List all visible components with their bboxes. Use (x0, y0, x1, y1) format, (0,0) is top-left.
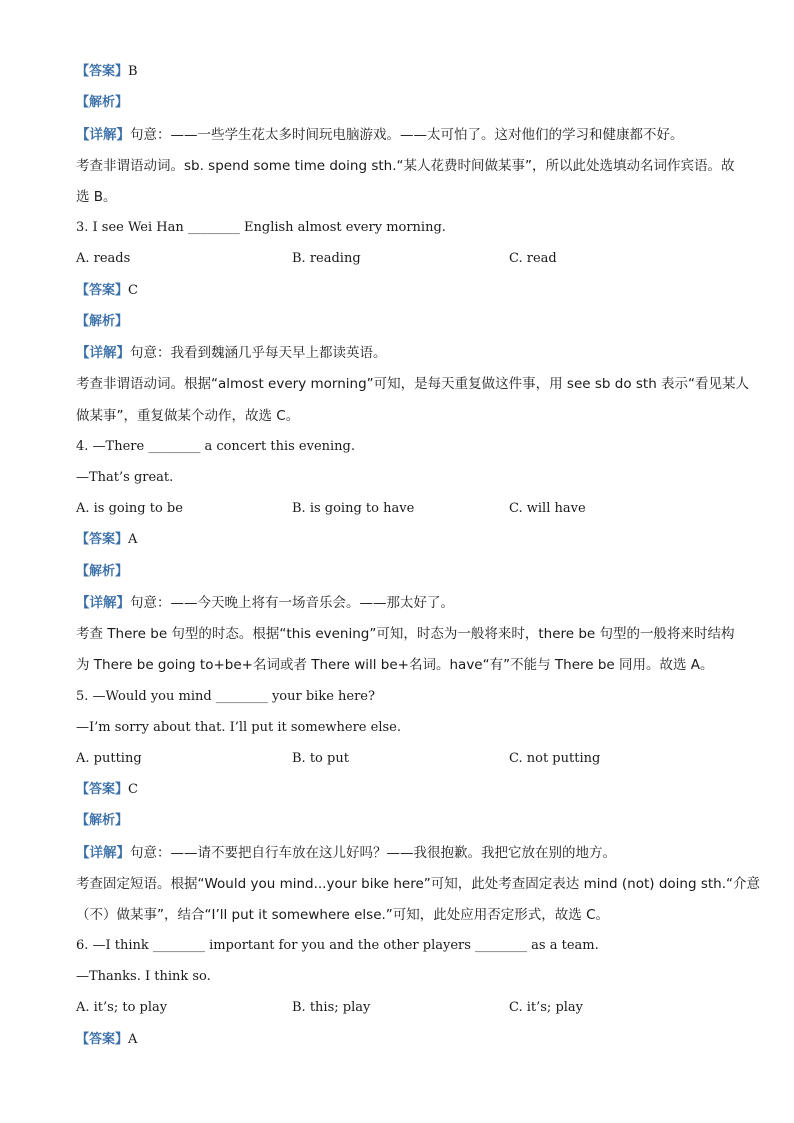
answer-value: C (128, 782, 138, 797)
detail-tag: 【详解】 (76, 845, 130, 861)
q6-option-b: B. this; play (292, 1000, 371, 1015)
q6-option-a: A. it’s; to play (76, 1000, 168, 1015)
q2-answer-line (76, 64, 138, 80)
q5-detail-line (76, 845, 616, 861)
detail-text: 句意：——今天晚上将有一场音乐会。——那太好了。 (130, 595, 454, 611)
detail-text: 句意：——一些学生花太多时间玩电脑游戏。——太可怕了。这对他们的学习和健康都不好。 (130, 127, 684, 143)
q3-explain-line-2: 做某事”，重复做某个动作，故选 C。 (76, 408, 300, 424)
q6-answer-line (76, 1032, 137, 1048)
q5-option-c: C. not putting (509, 751, 601, 766)
q4-question: 4. —There ________ a concert this evening. (76, 439, 355, 454)
q5-explain-line-2: （不）做某事”，结合“I’ll put it somewhere else.”可知，此处应用否定形式，故选 C。 (76, 907, 609, 923)
answer-value: A (128, 1032, 138, 1047)
q3-option-b: B. reading (292, 251, 361, 266)
q5-explain-line-1: 考查固定短语。根据“Would you mind...your bike here”可知，此处考查固定表达 mind (not) doing sth.“介意 (76, 876, 760, 892)
q4-option-a: A. is going to be (76, 501, 183, 516)
q3-detail-line (76, 345, 387, 361)
analysis-tag: 【解析】 (76, 813, 129, 828)
q2-detail-line (76, 127, 684, 143)
q4-explain-line-2: 为 There be going to+be+名词或者 There will be+名词。have“有”不能与 There be 同用。故选 A。 (76, 657, 714, 673)
analysis-tag: 【解析】 (76, 95, 129, 110)
q4-option-b: B. is going to have (292, 501, 415, 516)
answer-value: A (128, 532, 138, 547)
q4-analysis-line (76, 564, 128, 580)
q4-option-c: C. will have (509, 501, 586, 516)
q3-option-c: C. read (509, 251, 557, 266)
q4-explain-line-1: 考查 There be 句型的时态。根据“this evening”可知，时态为一般将来时，there be 句型的一般将来时结构 (76, 626, 735, 642)
answer-value: B (128, 64, 138, 79)
detail-tag: 【详解】 (76, 345, 130, 361)
answer-value: C (128, 283, 138, 298)
analysis-tag: 【解析】 (76, 314, 129, 329)
detail-text: 句意：——请不要把自行车放在这儿好吗？——我很抱歉。我把它放在别的地方。 (130, 845, 616, 861)
q5-option-a: A. putting (76, 751, 142, 766)
q3-explain-line-1: 考查非谓语动词。根据“almost every morning”可知，是每天重复做这件事，用 see sb do sth 表示“看见某人 (76, 376, 750, 392)
q4-answer-line (76, 532, 137, 548)
answer-tag: 【答案】 (76, 782, 129, 797)
q5-option-b: B. to put (292, 751, 349, 766)
q5-answer-line (76, 782, 138, 798)
q3-answer-line (76, 283, 138, 299)
detail-tag: 【详解】 (76, 595, 130, 611)
q6-reply: —Thanks. I think so. (76, 969, 211, 984)
analysis-tag: 【解析】 (76, 564, 129, 579)
q2-explain-line-2: 选 B。 (76, 189, 117, 205)
detail-tag: 【详解】 (76, 127, 130, 143)
q4-reply: —That’s great. (76, 470, 174, 485)
q5-reply: —I’m sorry about that. I’ll put it somewhere else. (76, 720, 401, 735)
answer-tag: 【答案】 (76, 1032, 129, 1047)
q2-explain-line-1: 考查非谓语动词。sb. spend some time doing sth.“某人花费时间做某事”，所以此处选填动名词作宾语。故 (76, 158, 735, 174)
answer-tag: 【答案】 (76, 532, 129, 547)
q3-option-a: A. reads (76, 251, 131, 266)
q5-question: 5. —Would you mind ________ your bike here? (76, 689, 375, 704)
answer-tag: 【答案】 (76, 283, 129, 298)
q6-option-c: C. it’s; play (509, 1000, 584, 1015)
q3-question: 3. I see Wei Han ________ English almost every morning. (76, 220, 446, 235)
q4-detail-line (76, 595, 454, 611)
detail-text: 句意：我看到魏涵几乎每天早上都读英语。 (130, 345, 387, 361)
q5-analysis-line (76, 813, 128, 829)
q6-question: 6. —I think ________ important for you and the other players ________ as a team. (76, 938, 599, 953)
answer-tag: 【答案】 (76, 64, 129, 79)
q3-analysis-line (76, 314, 128, 330)
q2-analysis-line (76, 95, 128, 111)
